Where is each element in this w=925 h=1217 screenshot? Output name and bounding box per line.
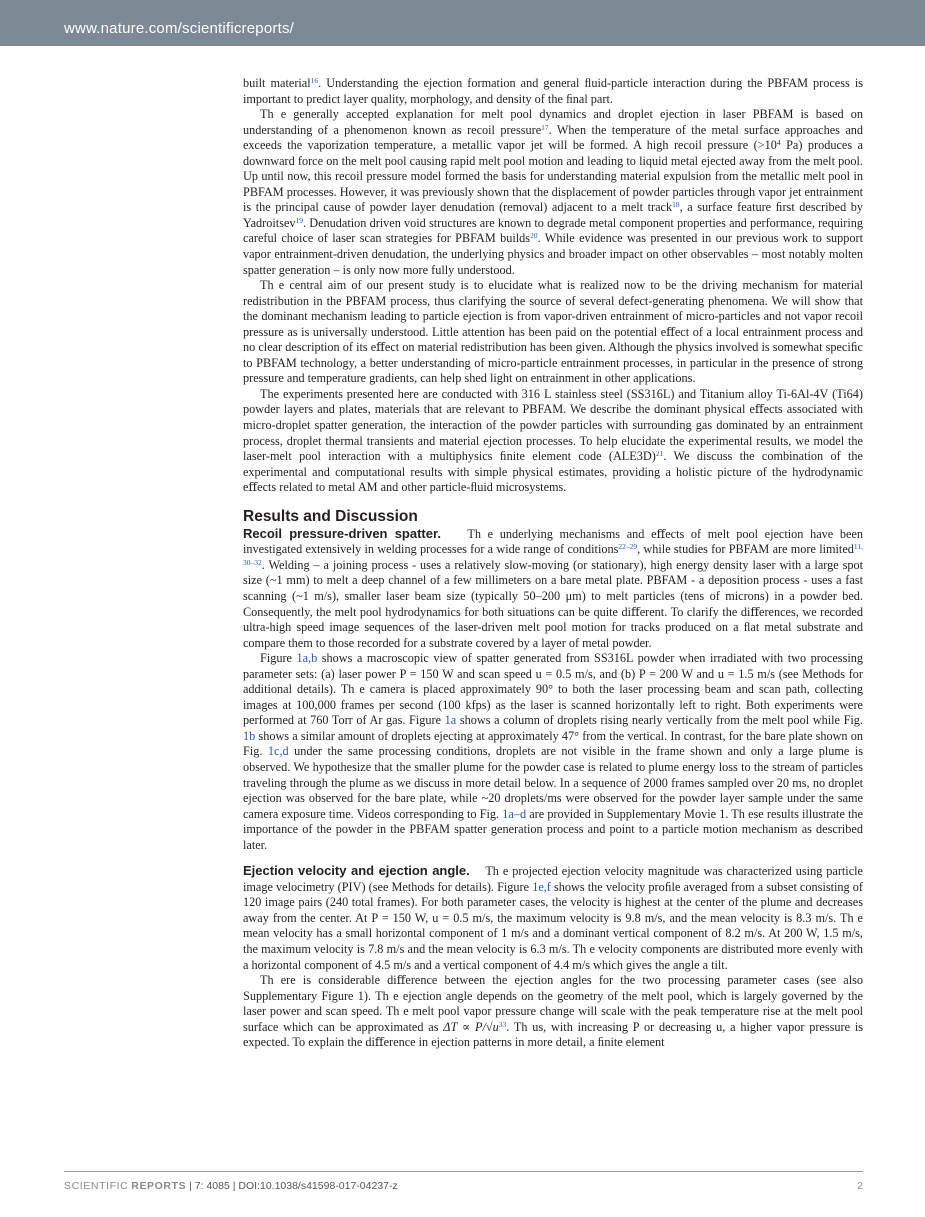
citation-link[interactable]: 17 (541, 122, 549, 132)
citation-link[interactable]: 16 (310, 76, 319, 85)
subsection-heading: Ejection velocity and ejection angle. (243, 863, 470, 879)
paragraph: Ejection velocity and ejection angle. Th e projected ejection velocity magnitude was characterized using particle image velocimetry (PIV) (see Methods for details). Figure 1e,f shows the velocity proﬁle averaged from a subset consisting of 120 image pairs (240 total frames). For both parameter cases, the velocity is highest at the center of the plume and decreases away from the center. At P = 150 W, u = 0.5 m/s, the maximum velocity is 9.8 m/s, and the mean velocity is 8.3 m/s. Th e mean velocity has a small horizontal component of 1 m/s and a dominant vertical component of 8.2 m/s. At 200 W, 1.5 m/s, the maximum velocity is 7.8 m/s and the mean velocity is 6.3 m/s. Th e velocity components are distributed more evenly with a horizontal component of 4.5 m/s and a vertical component of 4.4 m/s which gives the angle a tilt. (243, 863, 863, 972)
paragraph: Th e generally accepted explanation for melt pool dynamics and droplet ejection in laser PBFAM is based on understanding of a phenomenon known as recoil pressure$^{17}$. When the temperature of the metal surface approaches and exceeds the vaporization temperature, a metallic vapor jet will be formed. A high recoil pressure ($>10^4$ Pa) produces a downward force on the melt pool causing rapid melt pool motion and leading to liquid metal ejected away from the melt pool. Up until now, this recoil pressure model formed the basis for understanding material expulsion from the metallic melt pool in PBFAM processes. However, it was previously shown that the displacement of powder particles through vapor jet entrainment is the principal cause of powder layer denudation (removal) adjacent to a melt track$^{18}$, a surface feature ﬁrst described by Yadroitsev$^{19}$. Denudation driven void structures are known to degrade metal component properties and performance, requiring careful choice of laser scan strategies for PBFAM builds$^{20}$. While evidence was presented in our previous work to support vapor entrainment-driven denudation, the underlying physics and broader impact on other observables – most notably molten spatter generation – is only now more fully understood. (243, 107, 864, 277)
subsection-heading: Recoil pressure-driven spatter. (243, 525, 441, 541)
citation-link[interactable]: 11, 30–32 (243, 542, 864, 567)
footer-divider (64, 1171, 863, 1172)
journal-name: SCIENTIFIC (64, 1180, 129, 1192)
page-number: 2 (857, 1180, 863, 1192)
journal-header-bar (0, 0, 925, 46)
figure-link[interactable]: 1b (243, 728, 256, 743)
footer-citation (64, 1180, 398, 1192)
math-expression: ΔT ∝ P/√u (443, 1019, 499, 1034)
figure-link[interactable]: 1c,d (267, 744, 289, 759)
paragraph: built material$^{16}$. Understanding the ejection formation and general ﬂuid-particle interaction during the PBFAM process is important to predict layer quality, morphology, and density of the ﬁnal part. (243, 76, 863, 106)
article-citation: | 7: 4085 | DOI:10.1038/s41598-017-04237-z (186, 1180, 398, 1192)
citation-link[interactable]: 33 (498, 1019, 507, 1029)
paragraph: Th ere is considerable diﬀerence between the ejection angles for the two processing parameter cases (see also Supplementary Figure 1). Th e ejection angle depends on the geometry of the melt pool, which is largely governed by the laser power and scan speed. Th e melt pool vapor pressure change will scale with the peak temperature rise at the melt pool surface which can be approximated as ΔT ∝ P/√u$^{33}$. Th us, with increasing P or decreasing u, a higher vapor pressure is expected. To explain the diﬀerence in ejection patterns in more detail, a ﬁnite element (243, 973, 863, 1050)
paragraph: Th e central aim of our present study is to elucidate what is realized now to be the driving mechanism for material redistribution in the PBFAM process, thus clarifying the source of several defect-generating phenomena. We will show that the dominant mechanism leading to particle ejection is from vapor-driven entrainment of micro-particles and not vapor recoil pressure as is universally understood. Little attention has been paid on the potential eﬀect of a local entrainment process and no clear description of its eﬀect on material redistribution has been given. Although the physics involved is somewhat speciﬁc to PBFAM technology, a better understanding of micro-particle entrainment processes, in particular in the presence of strong pressure and temperature gradients, can help shed light on entrainment in other applications. (243, 278, 863, 386)
section-title: Results and Discussion (243, 507, 418, 525)
citation-link[interactable]: 20 (530, 231, 538, 241)
exponent: 4 (776, 138, 781, 148)
figure-link[interactable]: 1a,b (296, 651, 318, 666)
citation-link[interactable]: 19 (295, 215, 304, 225)
figure-link[interactable]: 1e,f (532, 879, 551, 894)
citation-link[interactable]: 22–29 (618, 542, 638, 552)
figure-link[interactable]: 1a (444, 713, 457, 728)
article-body (243, 76, 863, 1051)
page-footer (64, 1180, 863, 1192)
paragraph: Figure 1a,b shows a macroscopic view of spatter generated from SS316L powder when irradiated with two processing parameter sets: (a) laser power P = 150 W and scan speed u = 0.5 m/s, and (b) P = 200 W and u = 1.5 m/s (see Methods for additional details). Th e camera is placed approximately 90° to both the laser processing beam and scan path, collecting images at 100,000 frames per second (100 kfps) as the laser is scanned horizontally left to right. Both experiments were performed at 760 Torr of Ar gas. Figure 1a shows a column of droplets rising nearly vertically from the melt pool while Fig. 1b shows a similar amount of droplets ejecting at approximately 47° from the vertical. In contrast, for the bare plate shown on Fig. 1c,d under the same processing conditions, droplets are not visible in the frame shown and only a large plume is observed. We hypothesize that the smaller plume for the powder case is related to plume energy loss to the stream of particles traveling through the plume as we discuss in more detail below. In a sequence of 2000 frames sampled over 20 ms, no droplet ejection was observed for the bare plate, while ~20 droplets/ms were observed for the powder layer sample under the same camera exposure time. Videos corresponding to Fig. 1a–d are provided in Supplementary Movie 1. Th ese results illustrate the importance of the powder in the PBFAM spatter generation process and point to a particle motion mechanism as described later. (243, 651, 863, 852)
citation-link[interactable]: 18 (672, 200, 680, 210)
citation-link[interactable]: 21 (655, 449, 664, 459)
site-url-link[interactable]: www.nature.com/scientificreports/ (64, 20, 295, 37)
paragraph: Recoil pressure-driven spatter. Th e underlying mechanisms and eﬀects of melt pool ejection have been investigated extensively in welding processes for a wide range of conditions$^{22-29}$, while studies for PBFAM are more limited$^{11, 30-32}$. Welding – a joining process - uses a relatively slow-moving (or stationary), high energy density laser with a large spot size (~1 mm) to melt a deep channel of a few millimeters on a bare metal plate. PBFAM - a deposition process - uses a fast scanning (~1 m/s), smaller laser beam size (typically 50–200 μm) to melt particles (tens of microns) in a powder bed. Consequently, the melt pool hydrodynamics for both situations can be quite diﬀerent. To clarify the diﬀerences, we recorded ultra-high speed image sequences of the laser-driven melt pool motion for tracks produced on a ﬂat metal substrate and compare them to those recorded for a substrate covered by a layer of metal powder. (243, 525, 864, 650)
paragraph: The experiments presented here are conducted with 316 L stainless steel (SS316L) and Titanium alloy Ti-6Al-4V (Ti64) powder layers and plates, materials that are relevant to PBFAM. We describe the dominant physical eﬀects associated with micro-droplet spatter generation, the interaction of the powder particles with surrounding gas dominated by an entrainment process, droplet thermal transients and material ejection processes. To help elucidate the experimental results, we model the laser-melt pool interaction with a multiphysics ﬁnite element code (ALE3D)$^{21}$. We discuss the combination of the experimental and computational results with simple physical estimates, providing a holistic picture of the hydrodynamic eﬀects related to metal AM and other particle-ﬂuid microsystems. (243, 386, 863, 495)
figure-link[interactable]: 1a–d (502, 806, 527, 821)
journal-name-bold: REPORTS (131, 1180, 187, 1192)
